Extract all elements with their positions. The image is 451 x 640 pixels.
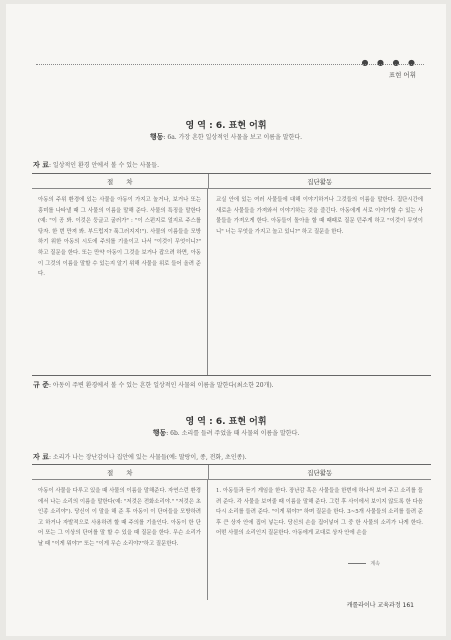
section1-materials-text: : 일상적인 환경 안에서 볼 수 있는 사물들. [48,162,159,169]
section2-group-cell: 1. 아동들과 듣기 게임을 한다. 장난감 혹은 사물들을 한번에 하나씩 보여 주고 소리를 들려 준다. 각 사물을 보여줄 때 이름을 말해 준다. 그런 후 사이에서 보이지 않도록 한 다음 다시 소리를 들려 준다. "이게 뭐야?" 하며 질문을 한다. 3~5개 사물들의 소리를 들려 준 후 큰 상자 안에 집어 넣는다. 당신의 손을 집어넣어 그 중 한 사물의 소리가 나게 한다. 어떤 사물의 소리인지 질문한다. 아동에게 교대로 상자 안에 손을 [216,488,423,537]
section1-procedure-header: 절 차 [32,174,209,188]
section1-table-body [32,189,431,375]
section2-group-header: 집단활동 [307,468,333,477]
page-footer: 캐롤라이나 교육과정 161 [346,602,414,609]
header-divider [36,64,424,65]
section2-procedure-cell: 아동이 사물을 다루고 있을 때 사물의 이름을 말해준다. 자연스런 환경에서 나는 소리의 이름을 말한다(예: "저것은 전화소리야." "저것은 초인종 소리야"). 당신이 이 말을 해 준 후 아동이 이 단어들을 모방하려고 하거나 자발적으로 사용하려 할 때 주의를 기울인다. 아동이 한 단어 또는 그 이상의 단어를 말 할 수 있을 때 질문을 한다. 무슨 소리가 날 때 "이게 뭐야?" 또는 "이게 무슨 소리야?"하고 질문한다. [32,480,208,600]
section2-table-body [32,480,431,600]
document-page [6,4,446,636]
section2-behavior-text: : 6b. 소리를 들려 주었을 때 사물의 이름을 말한다. [166,430,300,437]
section2-materials-label: 자 료 [33,453,49,461]
section2-behavior-label: 행동 [152,429,167,437]
section1-materials [33,160,433,170]
section1-materials-label: 자 료 [33,161,49,169]
section1-group-header: 집단활동 [307,177,333,186]
section1-procedure-cell: 아동의 주위 환경에 있는 사물을 아동이 가지고 놀거나, 보거나 또는 흥미를 나타낼 때 그 사물의 이름을 말해 준다. 사물의 특징을 말한다(예: "이 공 봐. 이것은 둥글고 굴러가" : "이 스펀지로 얼지르 주스를 닦자. 한 번 만져 봐. 부드럽지? 푹그러지지!"). 사물의 이름들을 모방하기 위한 아동의 시도에 주의를 기울이고 나서 "이것이 무엇이니?" 하고 질문을 한다. 또는 만약 아동이 그것을 보거나 잡으려 하면, 아동이 그것의 이름을 말할 수 있는지 알기 위해 사물을 위로 들어 올려 준다. [32,189,208,375]
continued-marker [348,560,380,567]
section1-group-cell: 교실 안에 있는 여러 사물들에 대해 이야기하거나 그것들의 이름을 말한다. 집단시간에 새로운 사물들을 가져와서 이야기하는 것을 즐긴다. 아동에게 서로 이야기할 수 있는 사물들을 가져오게 한다. 아동들이 돌아올 할 때 때때로 질문 던주게 하고 "이것이 무엇이니" 너는 무엇을 가지고 놀고 있니?" 하고 질문을 한다. [216,197,423,235]
section1-criterion-text: : 아동이 주변 환경에서 볼 수 있는 흔한 일상적인 사물의 이름을 말한다(최소한 20개). [48,382,274,389]
section1-behavior [6,132,446,142]
section2-behavior [6,428,446,438]
section2-materials-text: : 소리가 나는 장난감이나 집안에 있는 사물들(예: 딸랑이, 종, 전화, 초인종). [48,454,247,461]
header-dots: ● ● ● ● [361,58,418,67]
section2-materials [33,452,433,462]
continued-text: 계속 [370,561,380,567]
section2-table-header [32,465,431,480]
section1-behavior-text: : 6a. 가장 흔한 일상적인 사물을 보고 이름을 말한다. [163,134,303,141]
section1-table [32,173,431,376]
section1-criterion-label: 규 준 [33,381,49,389]
continued-line [348,563,366,564]
section1-criterion [33,380,433,390]
section2-title: 영 역 : 6. 표현 어휘 [185,417,267,427]
section1-title: 영 역 : 6. 표현 어휘 [185,121,267,131]
section2-procedure-header: 절 차 [32,465,209,479]
section2-table [32,464,431,600]
section1-table-header [32,174,431,189]
section1-behavior-label: 행동 [149,133,164,141]
header-label: 표현 어휘 [388,71,416,79]
